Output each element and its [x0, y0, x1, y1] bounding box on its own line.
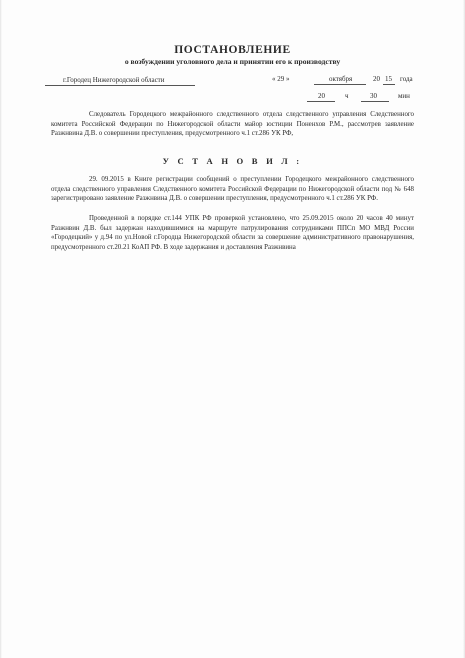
date-year-prefix: 20: [373, 75, 380, 83]
time-minutes: 30: [370, 92, 377, 100]
date-month-underline: [314, 84, 366, 85]
time-hours-unit: ч: [345, 92, 349, 100]
date-day: « 29 »: [272, 75, 290, 83]
paragraph-inspection: Проведенной в порядке ст.144 УПК РФ проверкой установлено, что 25.09.2015 около 20 часов 40 минут Разжнвин Д.В. был задержан находившимися на маршруте патрулирования сотрудниками ППСп МО МВД России «Городецкий» у д.94 по ул.Новой г.Городца Нижегородской области за совершение административного правонарушения, предусмотренного ст.20.21 КоАП РФ. В ходе задержания и доставления Разжнвина: [51, 215, 414, 251]
blank-area: [0, 268, 465, 658]
intro-paragraph: Следователь Городецкого межрайонного следственного отдела следственного управления Следственного комитета Российской Федерации по Нижегородской области майор юстиции Поненхов Р.М., рассмотрев заявление Разжнвина Д.В. о совершении преступления, предусмотренного ч.1 ст.286 УК РФ,: [51, 111, 414, 137]
date-year-underline: [383, 84, 395, 85]
date-year-suffix: года: [400, 75, 413, 83]
document-subtitle: о возбуждении уголовного дела и принятии его к производству: [124, 57, 341, 66]
time-minutes-unit: мин: [398, 92, 410, 100]
place-underline: [45, 85, 195, 86]
date-month: октября: [329, 75, 353, 83]
time-hours: 20: [318, 92, 325, 100]
paragraph-registration: 29. 09.2015 в Книге регистрации сообщений о преступлении Городецкого межрайонного следственного отдела следственного управления Следственного комитета Российской Федерации по Нижегородской области под № 648 зарегистрировано заявление Разжнвина Д.В. о совершении преступления, предусмотренного ч.1 ст.286 УК РФ.: [51, 176, 414, 202]
time-hours-underline: [307, 101, 335, 102]
scan-edge-left: [0, 0, 2, 658]
document-title: ПОСТАНОВЛЕНИЕ: [174, 44, 291, 56]
section-heading: У С Т А Н О В И Л :: [162, 156, 303, 166]
place-field: г.Городец Нижегородской области: [63, 76, 165, 84]
time-minutes-underline: [361, 101, 389, 102]
date-year: 15: [385, 75, 392, 83]
